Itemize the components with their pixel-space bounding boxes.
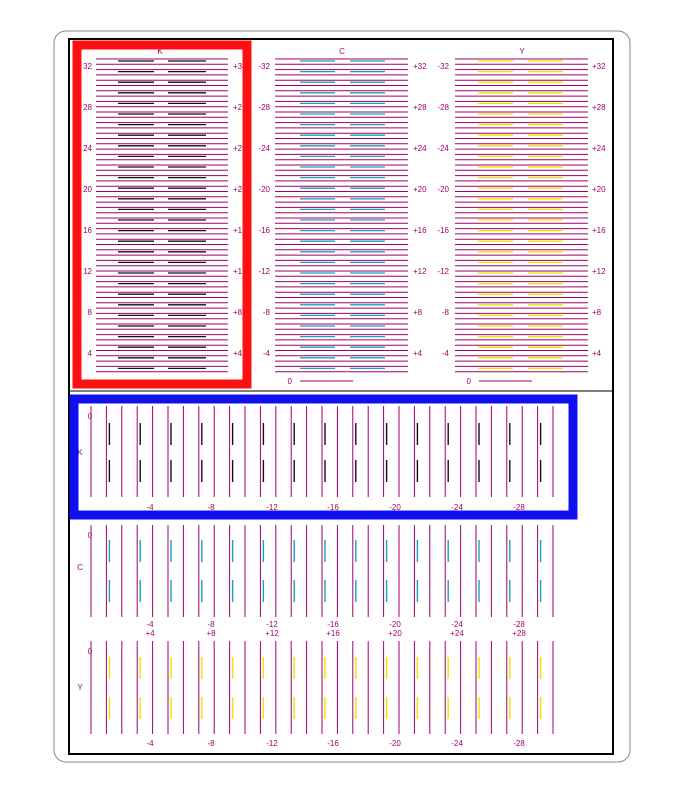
tick-label-top-y: +28 bbox=[512, 629, 526, 638]
tick-label-right-y: +28 bbox=[592, 103, 606, 112]
tick-label-top-y: +24 bbox=[450, 629, 464, 638]
tick-label-bottom-k: -16 bbox=[327, 503, 339, 512]
tick-label-left-y: -4 bbox=[441, 349, 449, 358]
tick-label-left-c: -28 bbox=[258, 103, 270, 112]
tick-label-left-y: -20 bbox=[437, 185, 449, 194]
tick-label-right-k: +28 bbox=[233, 103, 247, 112]
tick-label-right-c: +8 bbox=[413, 308, 423, 317]
row-label-k: K bbox=[77, 448, 83, 457]
tick-label-right-c: +32 bbox=[413, 62, 427, 71]
tick-label-left-c: -8 bbox=[262, 308, 270, 317]
tick-label-top-y: +16 bbox=[326, 629, 340, 638]
tick-label-right-y: +4 bbox=[592, 349, 602, 358]
tick-label-left-y: -24 bbox=[437, 144, 449, 153]
tick-label-bottom-c: -4 bbox=[146, 620, 154, 629]
tick-label-right-k: +20 bbox=[233, 185, 247, 194]
tick-label-bottom-k: -8 bbox=[207, 503, 215, 512]
tick-label-bottom-k: -24 bbox=[451, 503, 463, 512]
tick-label-left-c: -20 bbox=[258, 185, 270, 194]
panel-header-y: Y bbox=[519, 47, 525, 56]
tick-label-bottom-c: -28 bbox=[513, 620, 525, 629]
tick-label-left-c: -32 bbox=[258, 62, 270, 71]
tick-label-bottom-c: -24 bbox=[451, 620, 463, 629]
tick-label-right-k: +12 bbox=[233, 267, 247, 276]
tick-label-bottom-y: -24 bbox=[451, 739, 463, 748]
zero-label-row-k: 0 bbox=[87, 412, 93, 421]
tick-label-right-c: +28 bbox=[413, 103, 427, 112]
tick-label-bottom-k: -12 bbox=[266, 503, 278, 512]
tick-label-left-k: 28 bbox=[83, 103, 92, 112]
tick-label-left-c: -4 bbox=[262, 349, 270, 358]
tick-label-right-y: +12 bbox=[592, 267, 606, 276]
tick-label-top-y: +4 bbox=[145, 629, 155, 638]
tick-label-bottom-y: -8 bbox=[207, 739, 215, 748]
tick-label-right-c: +4 bbox=[413, 349, 423, 358]
tick-label-left-c: -12 bbox=[258, 267, 270, 276]
zero-label-c: 0 bbox=[287, 377, 292, 386]
tick-label-left-y: -8 bbox=[441, 308, 449, 317]
tick-label-right-y: +16 bbox=[592, 226, 606, 235]
tick-label-left-k: 16 bbox=[83, 226, 92, 235]
tick-label-bottom-k: -28 bbox=[513, 503, 525, 512]
tick-label-bottom-y: -20 bbox=[389, 739, 401, 748]
tick-label-right-k: +24 bbox=[233, 144, 247, 153]
tick-label-left-k: 24 bbox=[83, 144, 92, 153]
tick-label-top-y: +12 bbox=[265, 629, 279, 638]
tick-label-right-k: +16 bbox=[233, 226, 247, 235]
panel-header-c: C bbox=[339, 47, 345, 56]
tick-label-left-k: 20 bbox=[83, 185, 92, 194]
tick-label-right-k: +8 bbox=[233, 308, 243, 317]
tick-label-left-k: 12 bbox=[83, 267, 92, 276]
tick-label-right-c: +24 bbox=[413, 144, 427, 153]
tick-label-left-c: -16 bbox=[258, 226, 270, 235]
tick-label-left-y: -12 bbox=[437, 267, 449, 276]
row-label-y: Y bbox=[77, 683, 83, 692]
tick-label-left-y: -32 bbox=[437, 62, 449, 71]
tick-label-top-y: +20 bbox=[388, 629, 402, 638]
tick-label-right-c: +20 bbox=[413, 185, 427, 194]
tick-label-right-y: +8 bbox=[592, 308, 602, 317]
tick-label-bottom-c: -20 bbox=[389, 620, 401, 629]
tick-label-left-c: -24 bbox=[258, 144, 270, 153]
tick-label-right-c: +12 bbox=[413, 267, 427, 276]
zero-label-y: 0 bbox=[466, 377, 471, 386]
tick-label-bottom-y: -4 bbox=[146, 739, 154, 748]
tick-label-left-k: 4 bbox=[87, 349, 92, 358]
tick-label-bottom-k: -4 bbox=[146, 503, 154, 512]
tick-label-bottom-c: -8 bbox=[207, 620, 215, 629]
tick-label-top-y: +8 bbox=[206, 629, 216, 638]
tick-label-left-y: -28 bbox=[437, 103, 449, 112]
tick-label-right-y: +24 bbox=[592, 144, 606, 153]
tick-label-right-y: +20 bbox=[592, 185, 606, 194]
tick-label-right-k: +32 bbox=[233, 62, 247, 71]
tick-label-right-k: +4 bbox=[233, 349, 243, 358]
tick-label-right-y: +32 bbox=[592, 62, 606, 71]
tick-label-bottom-y: -28 bbox=[513, 739, 525, 748]
tick-label-bottom-c: -12 bbox=[266, 620, 278, 629]
tick-label-left-k: 32 bbox=[83, 62, 92, 71]
tick-label-left-k: 8 bbox=[87, 308, 92, 317]
zero-label-row-y: 0 bbox=[87, 647, 93, 656]
tick-label-bottom-y: -16 bbox=[327, 739, 339, 748]
tick-label-left-y: -16 bbox=[437, 226, 449, 235]
tick-label-bottom-y: -12 bbox=[266, 739, 278, 748]
tick-label-bottom-c: -16 bbox=[327, 620, 339, 629]
panel-header-k: K bbox=[157, 47, 163, 56]
tick-label-bottom-k: -20 bbox=[389, 503, 401, 512]
zero-label-row-c: 0 bbox=[87, 531, 93, 540]
row-label-c: C bbox=[77, 563, 83, 572]
tick-label-right-c: +16 bbox=[413, 226, 427, 235]
